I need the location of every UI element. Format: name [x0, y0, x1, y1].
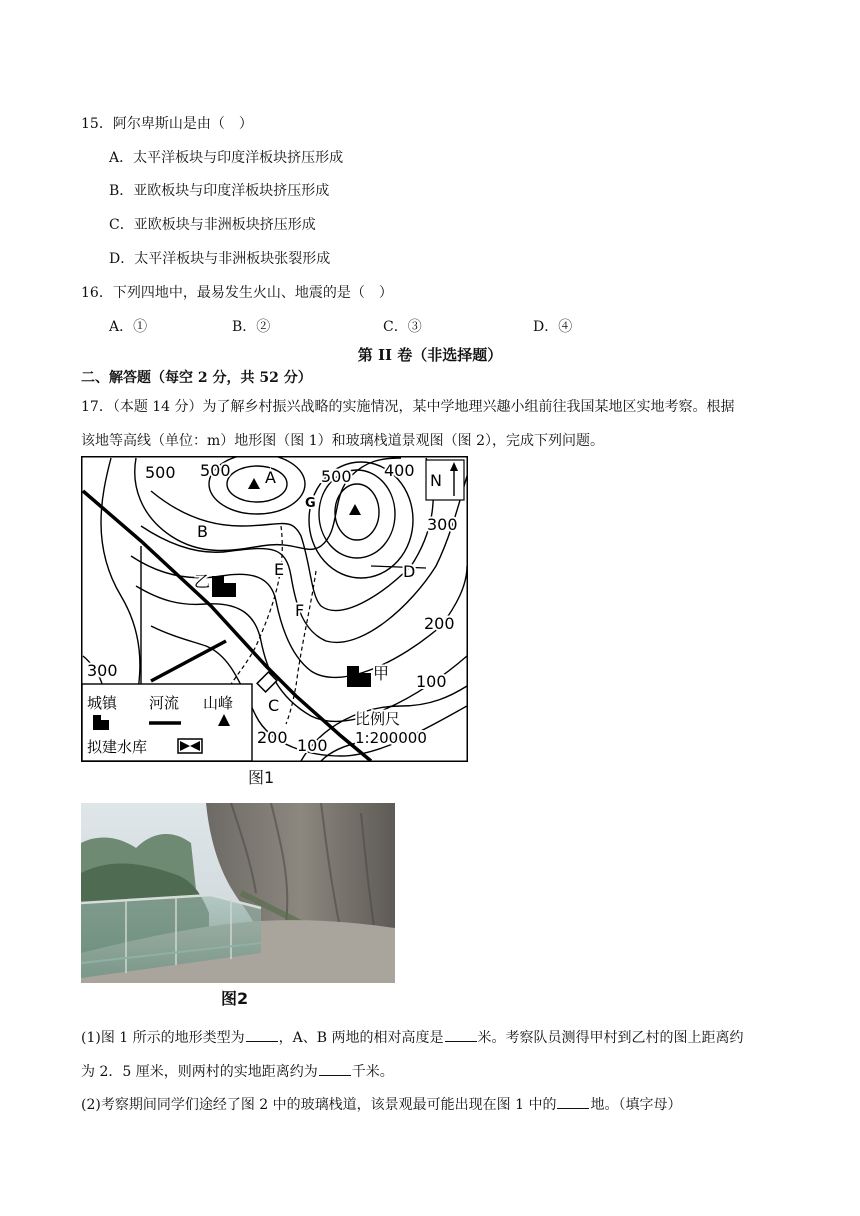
q16-option-a: A．① — [109, 319, 148, 335]
section-title: 第 II 卷（非选择题） — [357, 346, 503, 364]
q17-sub1-text-d: 为 2．5 厘米，则两村的实地距离约为 — [81, 1064, 318, 1080]
map-legend — [82, 684, 252, 761]
contour-label: 200 — [424, 614, 455, 633]
point-d-label: D — [403, 562, 416, 581]
q17-sub1-line1 — [81, 1027, 744, 1047]
contour-label: 500 — [145, 463, 176, 482]
contour-label: 500 — [321, 467, 352, 486]
glass-walkway-photo — [81, 803, 395, 983]
contour-label: 400 — [384, 461, 415, 480]
town-jia — [347, 664, 389, 687]
figure1-caption: 图1 — [248, 768, 275, 787]
q15-stem: 15．阿尔卑斯山是由（ ） — [81, 116, 253, 132]
contour-label: 100 — [297, 736, 328, 755]
q17-intro-line1: 17．（本题 14 分）为了解乡村振兴战略的实施情况，某中学地理兴趣小组前往我国某地区实地考察。根据 — [81, 399, 735, 415]
point-g-label: G — [305, 496, 316, 511]
q17-sub2 — [81, 1094, 681, 1114]
town-icon — [347, 666, 371, 687]
answer-blank[interactable] — [319, 1063, 351, 1076]
contour-label: 100 — [416, 672, 447, 691]
point-f-label: F — [295, 601, 305, 620]
reservoir-icon — [178, 739, 202, 753]
scale-label: 比例尺 — [355, 710, 401, 728]
svg-text:甲: 甲 — [373, 664, 390, 683]
contour-label: 500 — [200, 461, 231, 480]
point-a-label: A — [265, 468, 276, 487]
contour-label: 300 — [87, 661, 118, 680]
q15-option-c: C．亚欧板块与非洲板块挤压形成 — [109, 217, 316, 233]
q16-option-d: D．④ — [533, 319, 573, 335]
peak-icon — [248, 478, 260, 489]
answer-blank[interactable] — [445, 1029, 477, 1042]
answer-blank[interactable] — [557, 1096, 589, 1109]
point-b-label: B — [197, 522, 208, 541]
answer-blank[interactable] — [246, 1029, 278, 1042]
scale-value: 1:200000 — [355, 729, 427, 747]
point-c-label: C — [268, 696, 280, 715]
q16-option-c: C．③ — [383, 319, 422, 335]
figure2-caption: 图2 — [221, 989, 249, 1008]
q15-option-d: D．太平洋板块与非洲板块张裂形成 — [109, 251, 331, 267]
svg-text:乙: 乙 — [194, 572, 211, 591]
contour-label: 200 — [257, 728, 288, 747]
q17-intro-line2: 该地等高线（单位：m）地形图（图 1）和玻璃栈道景观图（图 2），完成下列问题。 — [81, 433, 604, 449]
peak-icon — [349, 504, 361, 515]
q17-sub2-text-b: 地。（填字母） — [590, 1097, 682, 1113]
north-label: N — [430, 471, 442, 490]
q16-option-b: B．② — [232, 319, 271, 335]
q16-stem: 16．下列四地中，最易发生火山、地震的是（ ） — [81, 285, 393, 301]
contour-map — [81, 456, 468, 762]
q17-sub1-text-a: (1)图 1 所示的地形类型为 — [81, 1030, 245, 1046]
legend-reservoir: 拟建水库 — [87, 738, 148, 756]
q17-sub1-text-c: 米。考察队员测得甲村到乙村的图上距离约 — [477, 1030, 744, 1046]
q15-option-a: A．太平洋板块与印度洋板块挤压形成 — [109, 150, 344, 166]
q15-option-b: B．亚欧板块与印度洋板块挤压形成 — [109, 183, 330, 199]
town-yi — [194, 572, 236, 597]
legend-river: 河流 — [149, 694, 180, 712]
north-arrow — [426, 460, 464, 500]
part-title: 二、解答题（每空 2 分，共 52 分） — [81, 370, 312, 386]
q17-sub1-text-e: 千米。 — [351, 1064, 394, 1080]
q17-sub1-line2 — [81, 1061, 394, 1081]
contour-label: 300 — [427, 515, 458, 534]
point-e-label: E — [274, 560, 285, 579]
q17-sub1-text-b: ，A、B 两地的相对高度是 — [278, 1030, 444, 1046]
q17-sub2-text-a: (2)考察期间同学们途经了图 2 中的玻璃栈道，该景观最可能出现在图 1 中的 — [81, 1097, 557, 1113]
legend-town: 城镇 — [87, 694, 118, 712]
legend-peak: 山峰 — [203, 694, 234, 712]
town-icon — [212, 576, 236, 597]
